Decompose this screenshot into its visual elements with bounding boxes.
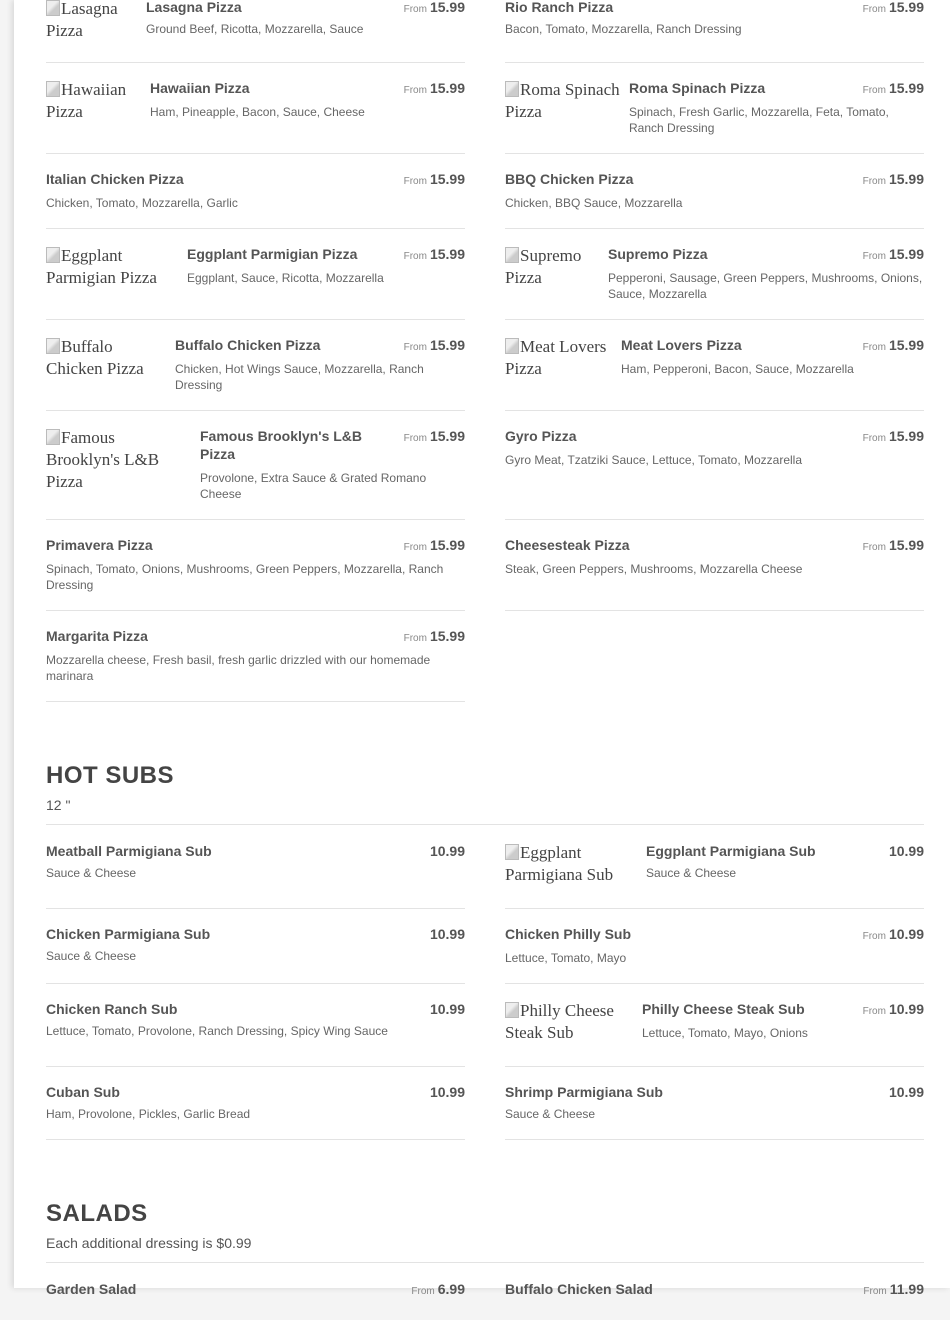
item-description: Ham, Pineapple, Bacon, Sauce, Cheese (150, 105, 365, 119)
item-image: Famous Brooklyn's L&B Pizza (46, 427, 186, 493)
item-name: Eggplant Parmigian Pizza (187, 246, 358, 262)
item-price: From 15.99 (403, 537, 465, 553)
item-name: Roma Spinach Pizza (629, 80, 766, 96)
menu-item-garden-salad[interactable] (46, 1280, 465, 1320)
item-description: Sauce & Cheese (505, 1107, 596, 1121)
item-price: From 15.99 (862, 337, 924, 353)
item-description: Lettuce, Tomato, Mayo (505, 951, 627, 965)
item-description: Pepperoni, Sausage, Green Peppers, Mushrooms, Onions, Sauce, Mozzarella (608, 271, 923, 301)
item-description: Sauce & Cheese (46, 866, 137, 880)
menu-item-lasagna-pizza[interactable] (46, 0, 465, 63)
item-description: Sauce & Cheese (646, 866, 737, 880)
section-divider (46, 824, 924, 825)
menu-item-margarita-pizza[interactable] (46, 627, 465, 702)
item-name: Lasagna Pizza (146, 0, 242, 15)
item-price: From 15.99 (403, 428, 465, 444)
section-title-salads: SALADS (46, 1200, 148, 1227)
menu-item-philly-cheese-steak-sub[interactable] (505, 1000, 924, 1067)
item-name: Hawaiian Pizza (150, 80, 250, 96)
item-price: 10.99 (888, 843, 924, 859)
item-description: Chicken, Tomato, Mozzarella, Garlic (46, 196, 238, 210)
menu-item-shrimp-parmigiana-sub[interactable] (505, 1083, 924, 1140)
menu-item-bbq-chicken-pizza[interactable] (505, 170, 924, 229)
item-price: From 15.99 (403, 246, 465, 262)
item-description: Sauce & Cheese (46, 949, 137, 963)
item-name: Rio Ranch Pizza (505, 0, 614, 15)
item-price: From 15.99 (862, 428, 924, 444)
item-name: Chicken Philly Sub (505, 926, 632, 942)
item-description: Steak, Green Peppers, Mushrooms, Mozzarella Cheese (505, 562, 803, 576)
menu-item-chicken-philly-sub[interactable] (505, 925, 924, 984)
item-description: Eggplant, Sauce, Ricotta, Mozzarella (187, 271, 384, 285)
item-name: Meatball Parmigiana Sub (46, 843, 212, 859)
menu-item-cuban-sub[interactable] (46, 1083, 465, 1140)
item-name: Eggplant Parmigiana Sub (646, 843, 816, 859)
menu-item-primavera-pizza[interactable] (46, 536, 465, 611)
menu-item-meatball-parmigiana-sub[interactable] (46, 842, 465, 909)
item-description: Chicken, BBQ Sauce, Mozzarella (505, 196, 683, 210)
item-image: Hawaiian Pizza (46, 79, 141, 123)
menu-item-rio-ranch-pizza[interactable] (505, 0, 924, 63)
item-price: From 15.99 (403, 337, 465, 353)
item-image: Eggplant Parmigian Pizza (46, 245, 181, 289)
item-name: Italian Chicken Pizza (46, 171, 184, 187)
item-description: Ground Beef, Ricotta, Mozzarella, Sauce (146, 22, 364, 36)
item-description: Spinach, Tomato, Onions, Mushrooms, Green Peppers, Mozzarella, Ranch Dressing (46, 562, 444, 592)
item-description: Chicken, Hot Wings Sauce, Mozzarella, Ranch Dressing (175, 362, 424, 392)
item-price: From 15.99 (862, 0, 924, 15)
item-price: From 15.99 (403, 80, 465, 96)
item-name: Gyro Pizza (505, 428, 577, 444)
item-image: Eggplant Parmigiana Sub (505, 842, 635, 886)
item-description: Lettuce, Tomato, Provolone, Ranch Dressing, Spicy Wing Sauce (46, 1024, 388, 1038)
item-description: Lettuce, Tomato, Mayo, Onions (642, 1026, 808, 1040)
item-name: Buffalo Chicken Salad (505, 1281, 653, 1297)
item-price: From 15.99 (403, 628, 465, 644)
item-description: Ham, Provolone, Pickles, Garlic Bread (46, 1107, 251, 1121)
item-name: Philly Cheese Steak Sub (642, 1001, 805, 1017)
item-price: From 15.99 (862, 537, 924, 553)
item-price: 10.99 (429, 1084, 465, 1100)
menu-item-italian-chicken-pizza[interactable] (46, 170, 465, 229)
section-divider (46, 1262, 924, 1263)
item-name: BBQ Chicken Pizza (505, 171, 634, 187)
item-name: Supremo Pizza (608, 246, 708, 262)
item-description: Spinach, Fresh Garlic, Mozzarella, Feta, Tomato, Ranch Dressing (629, 105, 889, 135)
item-name: Cuban Sub (46, 1084, 120, 1100)
item-name: Shrimp Parmigiana Sub (505, 1084, 663, 1100)
item-price: From 6.99 (411, 1281, 465, 1297)
menu-item-famous-brooklyns-lb-pizza[interactable] (46, 427, 465, 520)
item-price: 10.99 (429, 926, 465, 942)
item-image: Buffalo Chicken Pizza (46, 336, 166, 380)
item-image: Lasagna Pizza (46, 0, 141, 42)
item-price: From 15.99 (403, 171, 465, 187)
menu-item-cheesesteak-pizza[interactable] (505, 536, 924, 611)
item-name: Buffalo Chicken Pizza (175, 337, 321, 353)
item-image: Meat Lovers Pizza (505, 336, 610, 380)
menu-item-chicken-parmigiana-sub[interactable] (46, 925, 465, 984)
item-name: Famous Brooklyn's L&B Pizza (200, 428, 363, 462)
menu-page (14, 0, 950, 1297)
item-price: From 11.99 (863, 1281, 924, 1297)
item-description: Provolone, Extra Sauce & Grated Romano Cheese (200, 471, 427, 501)
menu-item-eggplant-parmigian-pizza[interactable] (46, 245, 465, 320)
menu-item-roma-spinach-pizza[interactable] (505, 79, 924, 154)
menu-item-gyro-pizza[interactable] (505, 427, 924, 520)
menu-item-buffalo-chicken-salad[interactable] (505, 1280, 924, 1320)
menu-item-supremo-pizza[interactable] (505, 245, 924, 320)
item-description: Ham, Pepperoni, Bacon, Sauce, Mozzarella (621, 362, 854, 376)
item-price: 10.99 (429, 1001, 465, 1017)
item-image: Supremo Pizza (505, 245, 600, 289)
item-price: From 15.99 (862, 246, 924, 262)
item-price: 10.99 (429, 843, 465, 859)
section-subtitle-salads: Each additional dressing is $0.99 (46, 1235, 252, 1251)
item-name: Garden Salad (46, 1281, 137, 1297)
item-image: Roma Spinach Pizza (505, 80, 620, 121)
section-title-hot-subs: HOT SUBS (46, 762, 175, 789)
item-price: From 10.99 (862, 1001, 924, 1017)
item-name: Cheesesteak Pizza (505, 537, 630, 553)
item-name: Meat Lovers Pizza (621, 337, 742, 353)
item-description: Bacon, Tomato, Mozzarella, Ranch Dressing (505, 22, 742, 36)
menu-item-meat-lovers-pizza[interactable] (505, 336, 924, 411)
item-name: Primavera Pizza (46, 537, 153, 553)
item-price: From 15.99 (862, 80, 924, 96)
item-image: Philly Cheese Steak Sub (505, 1000, 630, 1044)
item-description: Gyro Meat, Tzatziki Sauce, Lettuce, Tomato, Mozzarella (505, 453, 803, 467)
item-description: Mozzarella cheese, Fresh basil, fresh garlic drizzled with our homemade marinara (46, 653, 431, 683)
item-name: Chicken Parmigiana Sub (46, 926, 211, 942)
item-price: 10.99 (888, 1084, 924, 1100)
item-price: From 15.99 (862, 171, 924, 187)
item-price: From 15.99 (403, 0, 465, 15)
item-name: Chicken Ranch Sub (46, 1001, 178, 1017)
item-price: From 10.99 (862, 926, 924, 942)
menu-item-buffalo-chicken-pizza[interactable] (46, 336, 465, 411)
section-subtitle-hot-subs: 12 " (46, 797, 71, 813)
item-name: Margarita Pizza (46, 628, 148, 644)
menu-item-hawaiian-pizza[interactable] (46, 79, 465, 154)
menu-item-chicken-ranch-sub[interactable] (46, 1000, 465, 1067)
menu-item-eggplant-parmigiana-sub[interactable] (505, 842, 924, 909)
